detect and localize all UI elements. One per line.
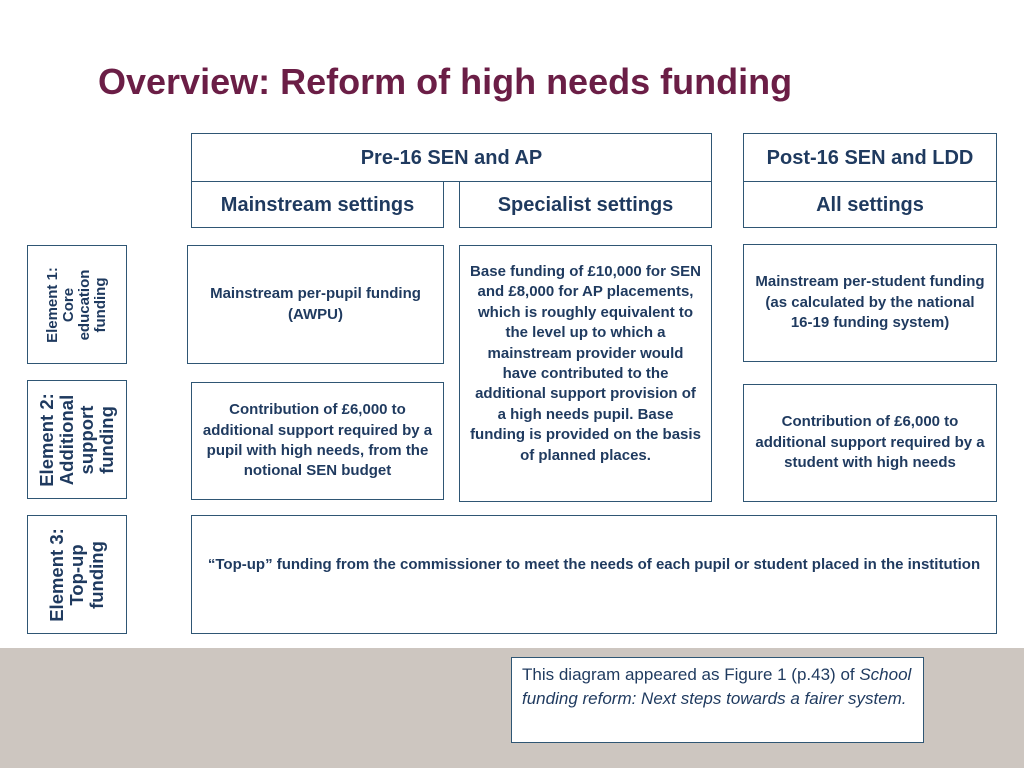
element-1-line-4: funding [92,277,109,332]
cell-topup [191,515,997,634]
source-note-citation: School funding reform: Next steps towards a fairer system. [522,665,912,708]
header-all-settings [743,181,997,228]
row-label-element-1-text [45,267,109,343]
row-label-element-1 [27,245,127,364]
element-3-line-2: Top-up [66,543,87,606]
element-1-line-1: Element 1: [44,266,61,343]
cell-mainstream-core [187,245,444,364]
cell-specialist-base [459,245,712,502]
element-2-line-2: Additional [56,394,77,485]
cell-post16-core-text: Mainstream per-student funding (as calculated by the national 16-19 funding system) [755,273,985,332]
source-note [511,657,924,743]
cell-post16-additional-text: Contribution of £6,000 to additional support required by a student with high needs [755,413,985,472]
cell-mainstream-additional [191,382,444,500]
row-label-element-3 [27,515,127,634]
row-label-element-2-text [37,393,117,487]
header-pre16 [191,133,712,182]
header-specialist [459,181,712,228]
page-title: Overview: Reform of high needs funding [98,61,793,102]
element-2-line-4: funding [96,405,117,474]
element-2-line-3: support [76,405,97,474]
row-label-element-2 [27,380,127,499]
element-1-line-3: education [76,269,93,340]
element-3-line-1: Element 3: [46,527,67,622]
header-post16-label: Post-16 SEN and LDD [766,146,974,169]
element-1-line-2: Core [60,287,77,322]
header-all-settings-label: All settings [816,193,924,216]
cell-post16-additional [743,384,997,502]
header-specialist-label: Specialist settings [497,193,674,216]
row-label-element-3-text [47,528,107,622]
cell-mainstream-core-text: Mainstream per-pupil funding (AWPU) [210,285,421,323]
header-mainstream-label: Mainstream settings [220,193,415,216]
element-2-line-1: Element 2: [36,392,57,487]
source-note-prefix: This diagram appeared as Figure 1 (p.43) of [522,665,860,684]
header-mainstream [191,181,444,228]
cell-topup-text: “Top-up” funding from the commissioner to meet the needs of each pupil or student placed in the institution [207,556,981,573]
cell-specialist-base-text: Base funding of £10,000 for SEN and £8,000 for AP placements, which is roughly equivalent to the level up to which a mainstream provider would have contributed to the additional support provision of a high needs pupil. Base funding is provided on the basis of planned places. [470,263,701,464]
cell-mainstream-additional-text: Contribution of £6,000 to additional support required by a pupil with high needs, from the notional SEN budget [202,401,433,480]
header-pre16-label: Pre-16 SEN and AP [360,146,543,169]
header-post16 [743,133,997,182]
element-3-line-3: funding [86,540,107,609]
cell-post16-core [743,244,997,362]
